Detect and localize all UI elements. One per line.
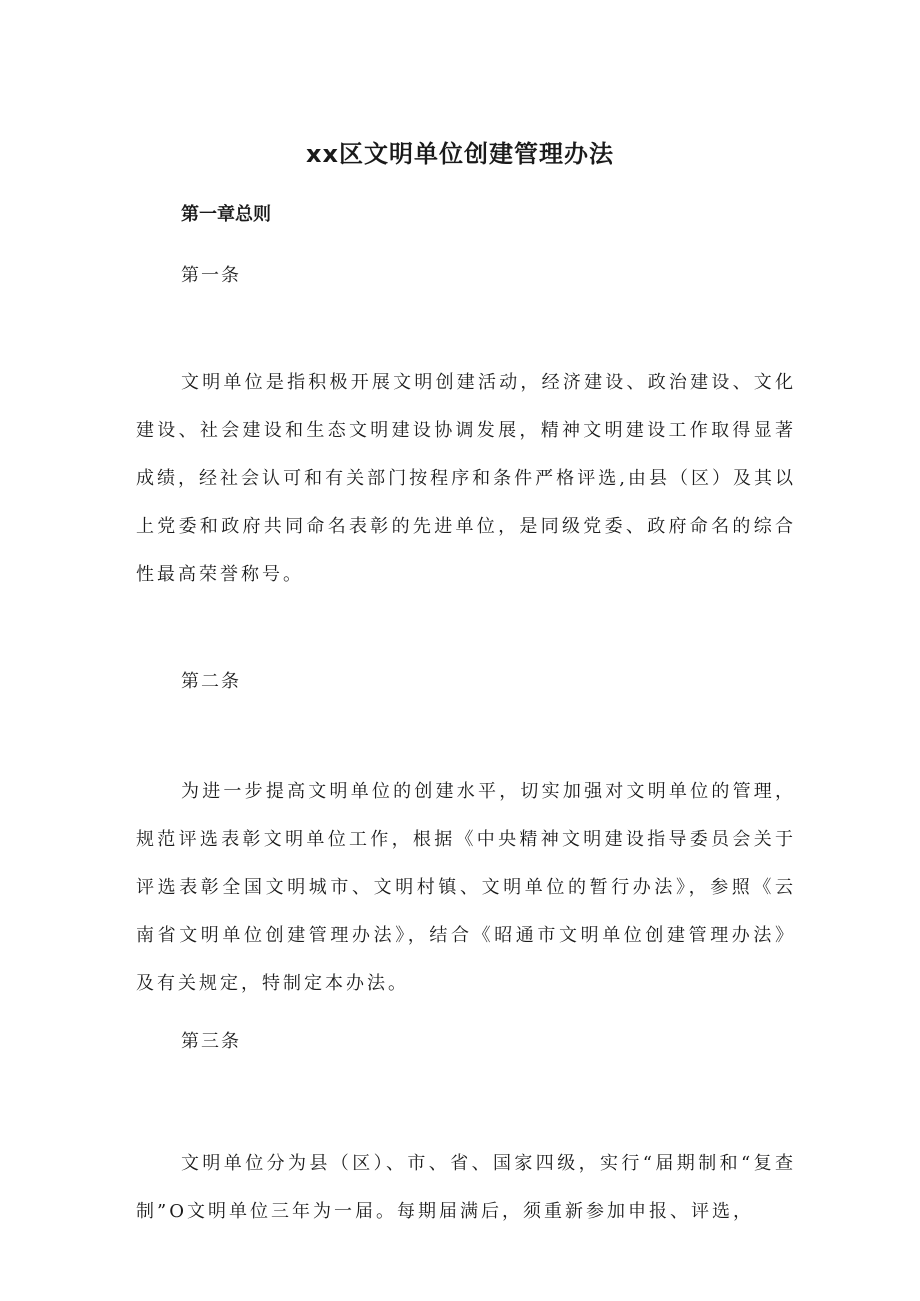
article-2-label: 第二条 bbox=[181, 671, 241, 692]
article-3-label: 第三条 bbox=[181, 1031, 241, 1052]
article-3-text: 文明单位分为县（区）、市、省、国家四级，实行“届期制和“复查制”O文明单位三年为一届。每期届满后，须重新参加申报、评选， bbox=[136, 1153, 796, 1222]
article-1-label: 第一条 bbox=[181, 265, 241, 286]
article-1-text: 文明单位是指积极开展文明创建活动，经济建设、政治建设、文化建设、社会建设和生态文明建设协调发展，精神文明建设工作取得显著成绩，经社会认可和有关部门按程序和条件严格评选,由县（区）及其以上党委和政府共同命名表彰的先进单位，是同级党委、政府命名的综合性最高荣誉称号。 bbox=[136, 372, 796, 585]
article-2-text: 为进一步提高文明单位的创建水平，切实加强对文明单位的管理，规范评选表彰文明单位工作，根据《中央精神文明建设指导委员会关于评选表彰全国文明城市、文明村镇、文明单位的暂行办法》，参照《云南省文明单位创建管理办法》，结合《昭通市文明单位创建管理办法》及有关规定，特制定本办法。 bbox=[136, 781, 796, 994]
article-3-text-container bbox=[136, 1140, 796, 1301]
document-title: xx区文明单位创建管理办法 bbox=[306, 140, 614, 168]
chapter-heading: 第一章总则 bbox=[181, 204, 271, 225]
